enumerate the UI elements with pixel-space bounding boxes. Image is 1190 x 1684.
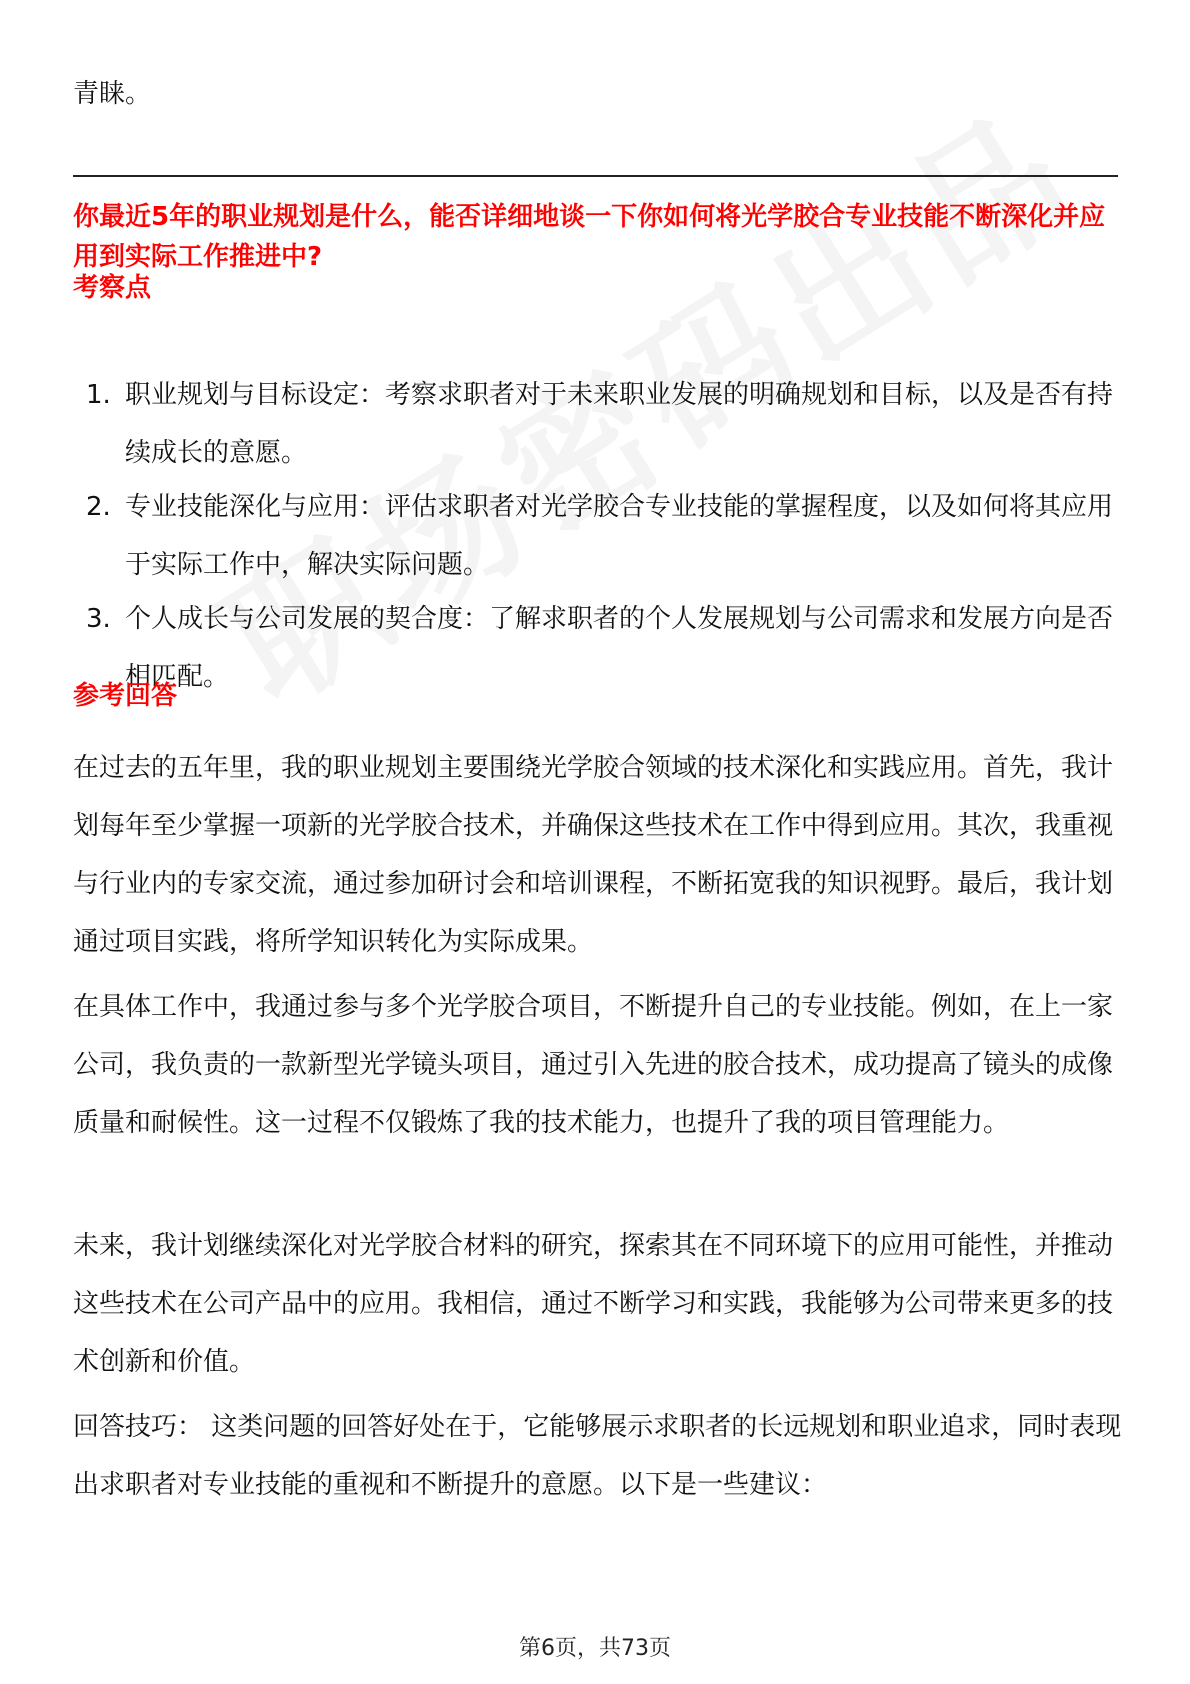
answer-paragraph: 在具体工作中，我通过参与多个光学胶合项目，不断提升自己的专业技能。例如，在上一家公司，我负责的一款新型光学镜头项目，通过引入先进的胶合技术，成功提高了镜头的成像质量和耐候性。这一过程不仅锻炼了我的技术能力，也提升了我的项目管理能力。 bbox=[73, 992, 1114, 1138]
answer-title: 参考回答 bbox=[73, 681, 178, 711]
answer-paragraph: 在过去的五年里，我的职业规划主要围绕光学胶合领域的技术深化和实践应用。首先，我计划每年至少掌握一项新的光学胶合技术，并确保这些技术在工作中得到应用。其次，我重视与行业内的专家交流，通过参加研讨会和培训课程，不断拓宽我的知识视野。最后，我计划通过项目实践，将所学知识转化为实际成果。 bbox=[73, 753, 1114, 957]
list-number: 3. bbox=[86, 604, 111, 634]
previous-paragraph-tail: 青睐。 bbox=[73, 79, 152, 109]
list-item-text: 个人成长与公司发展的契合度：了解求职者的个人发展规划与公司需求和发展方向是否相匹配。 bbox=[125, 604, 1114, 692]
section-divider bbox=[73, 175, 1118, 177]
page-number: 第6页，共73页 bbox=[519, 1636, 671, 1661]
list-item-text: 职业规划与目标设定：考察求职者对于未来职业发展的明确规划和目标，以及是否有持续成长的意愿。 bbox=[125, 380, 1114, 468]
list-number: 2. bbox=[86, 492, 111, 522]
answer-tips-paragraph: 回答技巧： 这类问题的回答好处在于，它能够展示求职者的长远规划和职业追求，同时表现出求职者对专业技能的重视和不断提升的意愿。以下是一些建议： bbox=[73, 1412, 1122, 1500]
list-item bbox=[73, 366, 1123, 482]
list-item-text: 专业技能深化与应用：评估求职者对光学胶合专业技能的掌握程度，以及如何将其应用于实际工作中，解决实际问题。 bbox=[125, 492, 1114, 580]
answer-paragraph: 未来，我计划继续深化对光学胶合材料的研究，探索其在不同环境下的应用可能性，并推动这些技术在公司产品中的应用。我相信，通过不断学习和实践，我能够为公司带来更多的技术创新和价值。 bbox=[73, 1231, 1114, 1377]
list-item bbox=[73, 478, 1123, 594]
question-heading: 你最近5年的职业规划是什么，能否详细地谈一下你如何将光学胶合专业技能不断深化并应用到实际工作推进中? bbox=[73, 202, 1106, 272]
points-title: 考察点 bbox=[73, 273, 152, 303]
assessment-points-list bbox=[73, 366, 1123, 706]
list-item bbox=[73, 590, 1123, 706]
list-number: 1. bbox=[86, 380, 111, 410]
